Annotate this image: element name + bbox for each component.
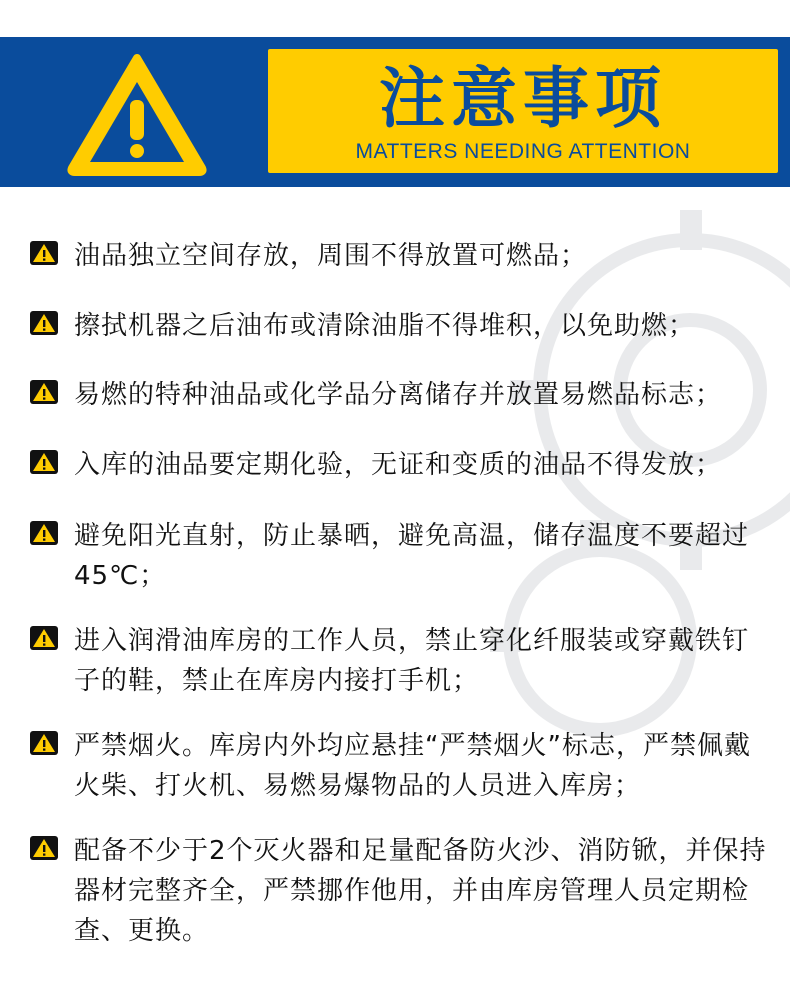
warning-icon xyxy=(30,626,58,650)
list-item-text: 进入润滑油库房的工作人员，禁止穿化纤服装或穿戴铁钉子的鞋，禁止在库房内接打手机； xyxy=(74,626,750,696)
warning-icon xyxy=(30,521,58,545)
list-item-text: 配备不少于2个灭火器和足量配备防火沙、消防锨，并保持器材完整齐全，严禁挪作他用，并由库房管理人员定期检查、更换。 xyxy=(74,836,767,946)
list-item-text: 避免阳光直射，防止暴晒，避免高温，储存温度不要超过45℃； xyxy=(74,521,750,591)
list-item-text: 入库的油品要定期化验，无证和变质的油品不得发放； xyxy=(74,450,723,480)
warning-icon xyxy=(30,241,58,265)
list-item-text: 易燃的特种油品或化学品分离储存并放置易燃品标志； xyxy=(74,380,723,410)
page-title: 注意事项 xyxy=(379,60,667,137)
warning-triangle-icon xyxy=(66,52,208,177)
warning-icon xyxy=(30,450,58,474)
title-panel xyxy=(268,49,778,173)
warning-icon xyxy=(30,836,58,860)
page-subtitle: MATTERS NEEDING ATTENTION xyxy=(355,140,691,163)
warning-icon xyxy=(30,380,58,404)
list-item-text: 油品独立空间存放，周围不得放置可燃品； xyxy=(74,241,588,271)
header-bar xyxy=(0,37,790,187)
list-item-text: 严禁烟火。库房内外均应悬挂“严禁烟火”标志，严禁佩戴火柴、打火机、易燃易爆物品的人员进入库房； xyxy=(74,731,751,801)
list-item-text: 擦拭机器之后油布或清除油脂不得堆积，以免助燃； xyxy=(74,311,696,341)
warning-icon xyxy=(30,311,58,335)
warning-icon xyxy=(30,731,58,755)
